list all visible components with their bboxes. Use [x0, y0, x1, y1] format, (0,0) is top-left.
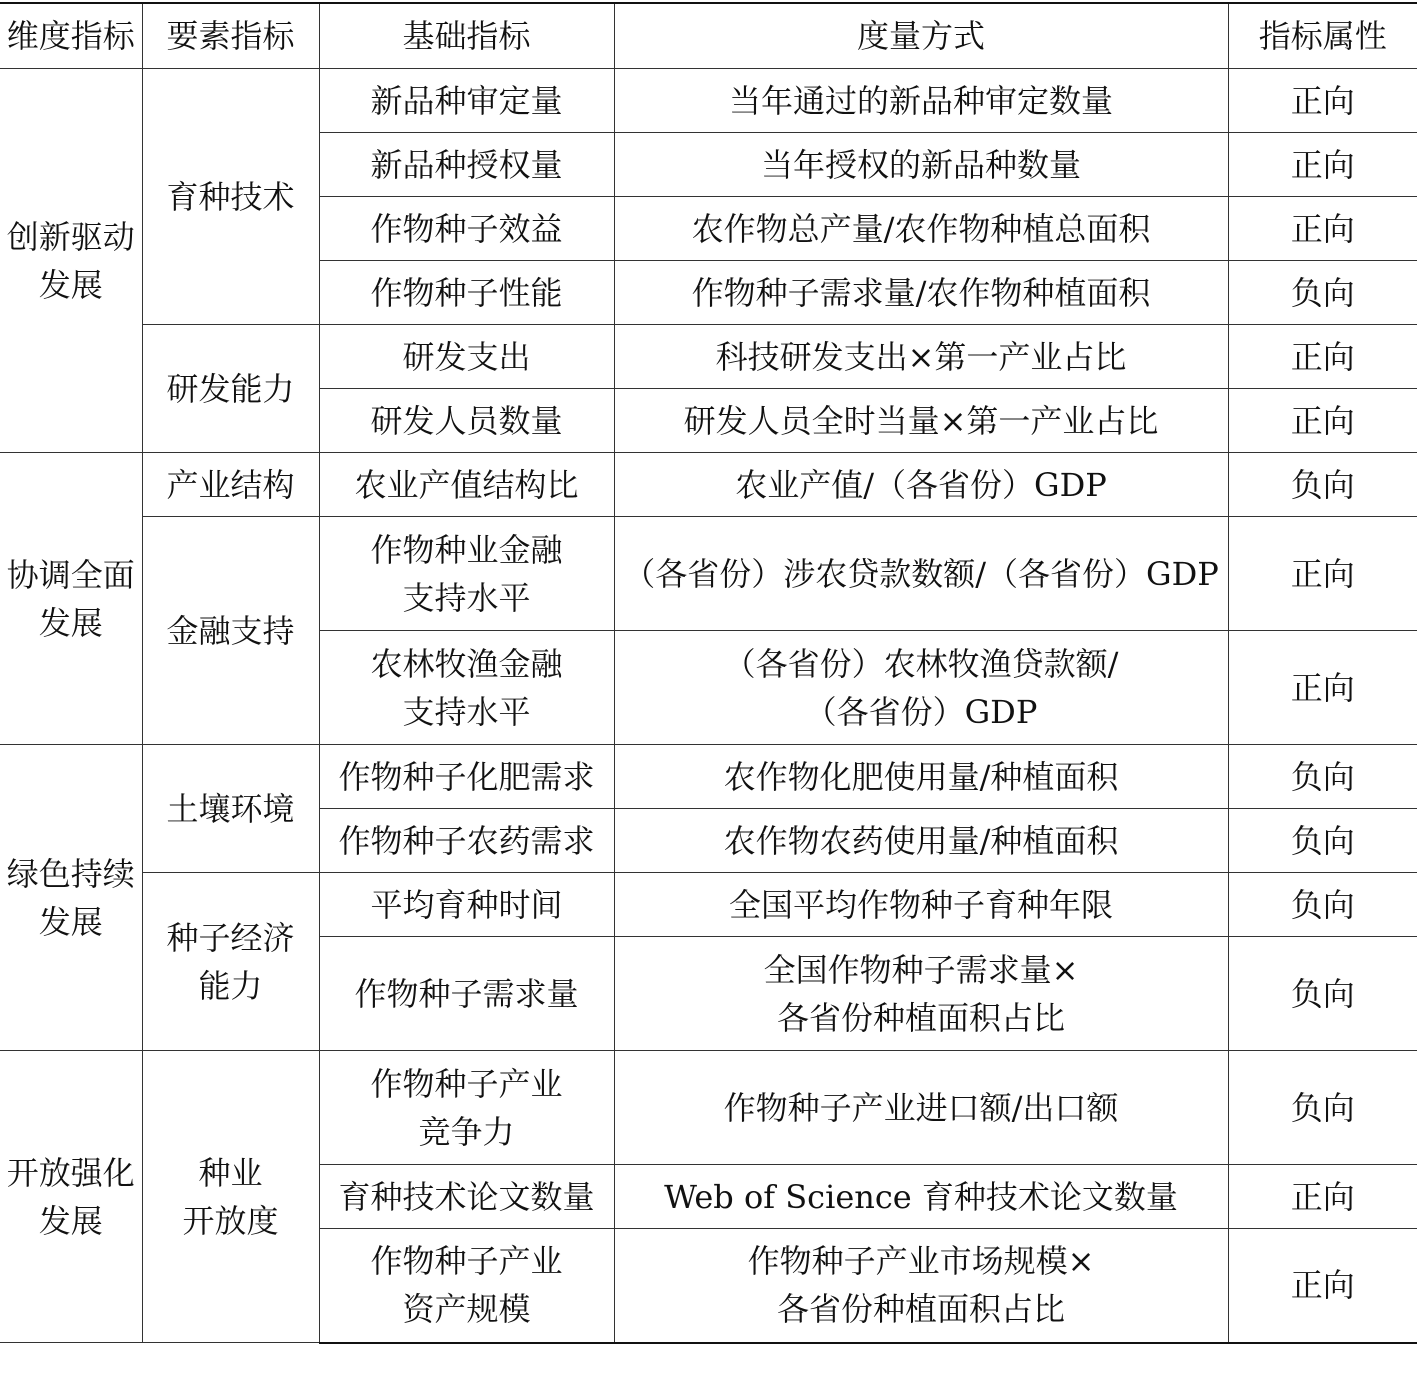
table-row	[0, 517, 1417, 631]
measure-line: 作物种子产业市场规模×	[747, 1242, 1095, 1281]
element-line: 育种技术	[166, 177, 295, 216]
dimension-cell	[0, 745, 142, 1051]
base-line: 作物种子产业	[370, 1242, 563, 1281]
dimension-cell	[0, 1051, 142, 1343]
table-body	[0, 69, 1417, 1343]
element-line: 开放度	[182, 1201, 279, 1240]
measure-cell	[614, 69, 1228, 133]
attribute-cell: 正向	[1228, 1229, 1417, 1343]
element-line: 研发能力	[166, 369, 295, 408]
base-line: 新品种授权量	[370, 145, 563, 184]
attribute-cell: 负向	[1228, 809, 1417, 873]
element-line: 种业	[198, 1153, 263, 1192]
base-cell	[319, 1051, 614, 1165]
attribute-cell: 负向	[1228, 261, 1417, 325]
base-line: 农业产值结构比	[354, 465, 579, 504]
base-line: 支持水平	[402, 692, 531, 731]
element-line: 能力	[198, 966, 263, 1005]
measure-cell	[614, 133, 1228, 197]
measure-cell	[614, 453, 1228, 517]
measure-cell	[614, 1051, 1228, 1165]
measure-cell	[614, 937, 1228, 1051]
element-line: 金融支持	[166, 611, 295, 650]
base-cell	[319, 389, 614, 453]
measure-line: 全国平均作物种子育种年限	[728, 885, 1113, 924]
base-cell	[319, 69, 614, 133]
dimension-line: 协调全面	[6, 555, 135, 594]
base-cell	[319, 809, 614, 873]
base-cell	[319, 197, 614, 261]
table-row	[0, 873, 1417, 937]
base-line: 作物种业金融	[370, 530, 563, 569]
attribute-cell: 负向	[1228, 453, 1417, 517]
measure-cell	[614, 389, 1228, 453]
base-line: 作物种子需求量	[354, 974, 579, 1013]
attribute-cell: 正向	[1228, 133, 1417, 197]
measure-line: 当年授权的新品种数量	[760, 145, 1081, 184]
base-cell	[319, 453, 614, 517]
element-line: 种子经济	[166, 918, 295, 957]
base-line: 研发人员数量	[370, 401, 563, 440]
attribute-cell: 负向	[1228, 1051, 1417, 1165]
base-cell	[319, 873, 614, 937]
measure-cell	[614, 631, 1228, 745]
measure-line: 当年通过的新品种审定数量	[728, 81, 1113, 120]
base-line: 研发支出	[402, 337, 531, 376]
measure-cell	[614, 745, 1228, 809]
dimension-cell	[0, 453, 142, 745]
base-line: 作物种子农药需求	[338, 821, 595, 860]
measure-cell	[614, 517, 1228, 631]
element-cell	[142, 517, 319, 745]
base-cell	[319, 325, 614, 389]
base-line: 作物种子性能	[370, 273, 563, 312]
element-line: 产业结构	[166, 465, 295, 504]
base-line: 资产规模	[402, 1290, 531, 1329]
element-cell	[142, 1051, 319, 1343]
dimension-line: 发展	[38, 902, 103, 941]
base-line: 农林牧渔金融	[370, 644, 563, 683]
measure-line: 作物种子产业进口额/出口额	[723, 1088, 1119, 1127]
header-attribute: 指标属性	[1228, 3, 1417, 69]
table-header	[0, 3, 1417, 69]
base-line: 竞争力	[418, 1112, 515, 1151]
element-cell	[142, 453, 319, 517]
element-cell	[142, 873, 319, 1051]
base-cell	[319, 1165, 614, 1229]
attribute-cell: 正向	[1228, 197, 1417, 261]
attribute-cell: 正向	[1228, 517, 1417, 631]
attribute-cell: 正向	[1228, 1165, 1417, 1229]
base-cell	[319, 631, 614, 745]
base-line: 育种技术论文数量	[338, 1177, 595, 1216]
measure-cell	[614, 325, 1228, 389]
measure-line: 农业产值/（各省份）GDP	[735, 465, 1107, 504]
measure-cell	[614, 261, 1228, 325]
measure-cell	[614, 873, 1228, 937]
base-line: 作物种子产业	[370, 1064, 563, 1103]
measure-line: 各省份种植面积占比	[776, 998, 1065, 1037]
measure-line: 作物种子需求量/农作物种植面积	[691, 273, 1151, 312]
base-cell	[319, 937, 614, 1051]
table-row	[0, 69, 1417, 133]
header-measure: 度量方式	[614, 3, 1228, 69]
base-line: 平均育种时间	[370, 885, 563, 924]
measure-line: Web of Science 育种技术论文数量	[664, 1177, 1178, 1216]
base-cell	[319, 1229, 614, 1343]
attribute-cell: 正向	[1228, 631, 1417, 745]
measure-cell	[614, 197, 1228, 261]
element-cell	[142, 325, 319, 453]
attribute-cell: 负向	[1228, 873, 1417, 937]
dimension-line: 发展	[38, 265, 103, 304]
measure-line: 研发人员全时当量×第一产业占比	[683, 401, 1159, 440]
element-line: 土壤环境	[166, 789, 295, 828]
base-line: 作物种子化肥需求	[338, 757, 595, 796]
table-row	[0, 453, 1417, 517]
measure-cell	[614, 1229, 1228, 1343]
header-base: 基础指标	[319, 3, 614, 69]
measure-line: （各省份）农林牧渔贷款额/	[723, 644, 1119, 683]
base-line: 新品种审定量	[370, 81, 563, 120]
measure-line: （各省份）GDP	[804, 692, 1038, 731]
dimension-line: 开放强化	[6, 1153, 135, 1192]
dimension-line: 发展	[38, 1201, 103, 1240]
base-cell	[319, 517, 614, 631]
measure-line: 农作物总产量/农作物种植总面积	[691, 209, 1151, 248]
measure-line: 全国作物种子需求量×	[763, 950, 1079, 989]
element-cell	[142, 69, 319, 325]
table-row	[0, 325, 1417, 389]
dimension-line: 发展	[38, 603, 103, 642]
base-cell	[319, 133, 614, 197]
measure-line: 各省份种植面积占比	[776, 1290, 1065, 1329]
indicator-table	[0, 2, 1417, 1344]
measure-line: 农作物农药使用量/种植面积	[723, 821, 1119, 860]
dimension-cell	[0, 69, 142, 453]
attribute-cell: 正向	[1228, 389, 1417, 453]
measure-cell	[614, 1165, 1228, 1229]
base-line: 支持水平	[402, 578, 531, 617]
attribute-cell: 正向	[1228, 325, 1417, 389]
base-line: 作物种子效益	[370, 209, 563, 248]
base-cell	[319, 261, 614, 325]
attribute-cell: 负向	[1228, 937, 1417, 1051]
element-cell	[142, 745, 319, 873]
measure-line: （各省份）涉农贷款数额/（各省份）GDP	[623, 554, 1219, 593]
dimension-line: 绿色持续	[6, 854, 135, 893]
measure-line: 科技研发支出×第一产业占比	[715, 337, 1127, 376]
attribute-cell: 正向	[1228, 69, 1417, 133]
base-cell	[319, 745, 614, 809]
header-element: 要素指标	[142, 3, 319, 69]
dimension-line: 创新驱动	[6, 217, 135, 256]
attribute-cell: 负向	[1228, 745, 1417, 809]
measure-cell	[614, 809, 1228, 873]
table-row	[0, 1051, 1417, 1165]
measure-line: 农作物化肥使用量/种植面积	[723, 757, 1119, 796]
header-row	[0, 3, 1417, 69]
table-row	[0, 745, 1417, 809]
header-dimension: 维度指标	[0, 3, 142, 69]
